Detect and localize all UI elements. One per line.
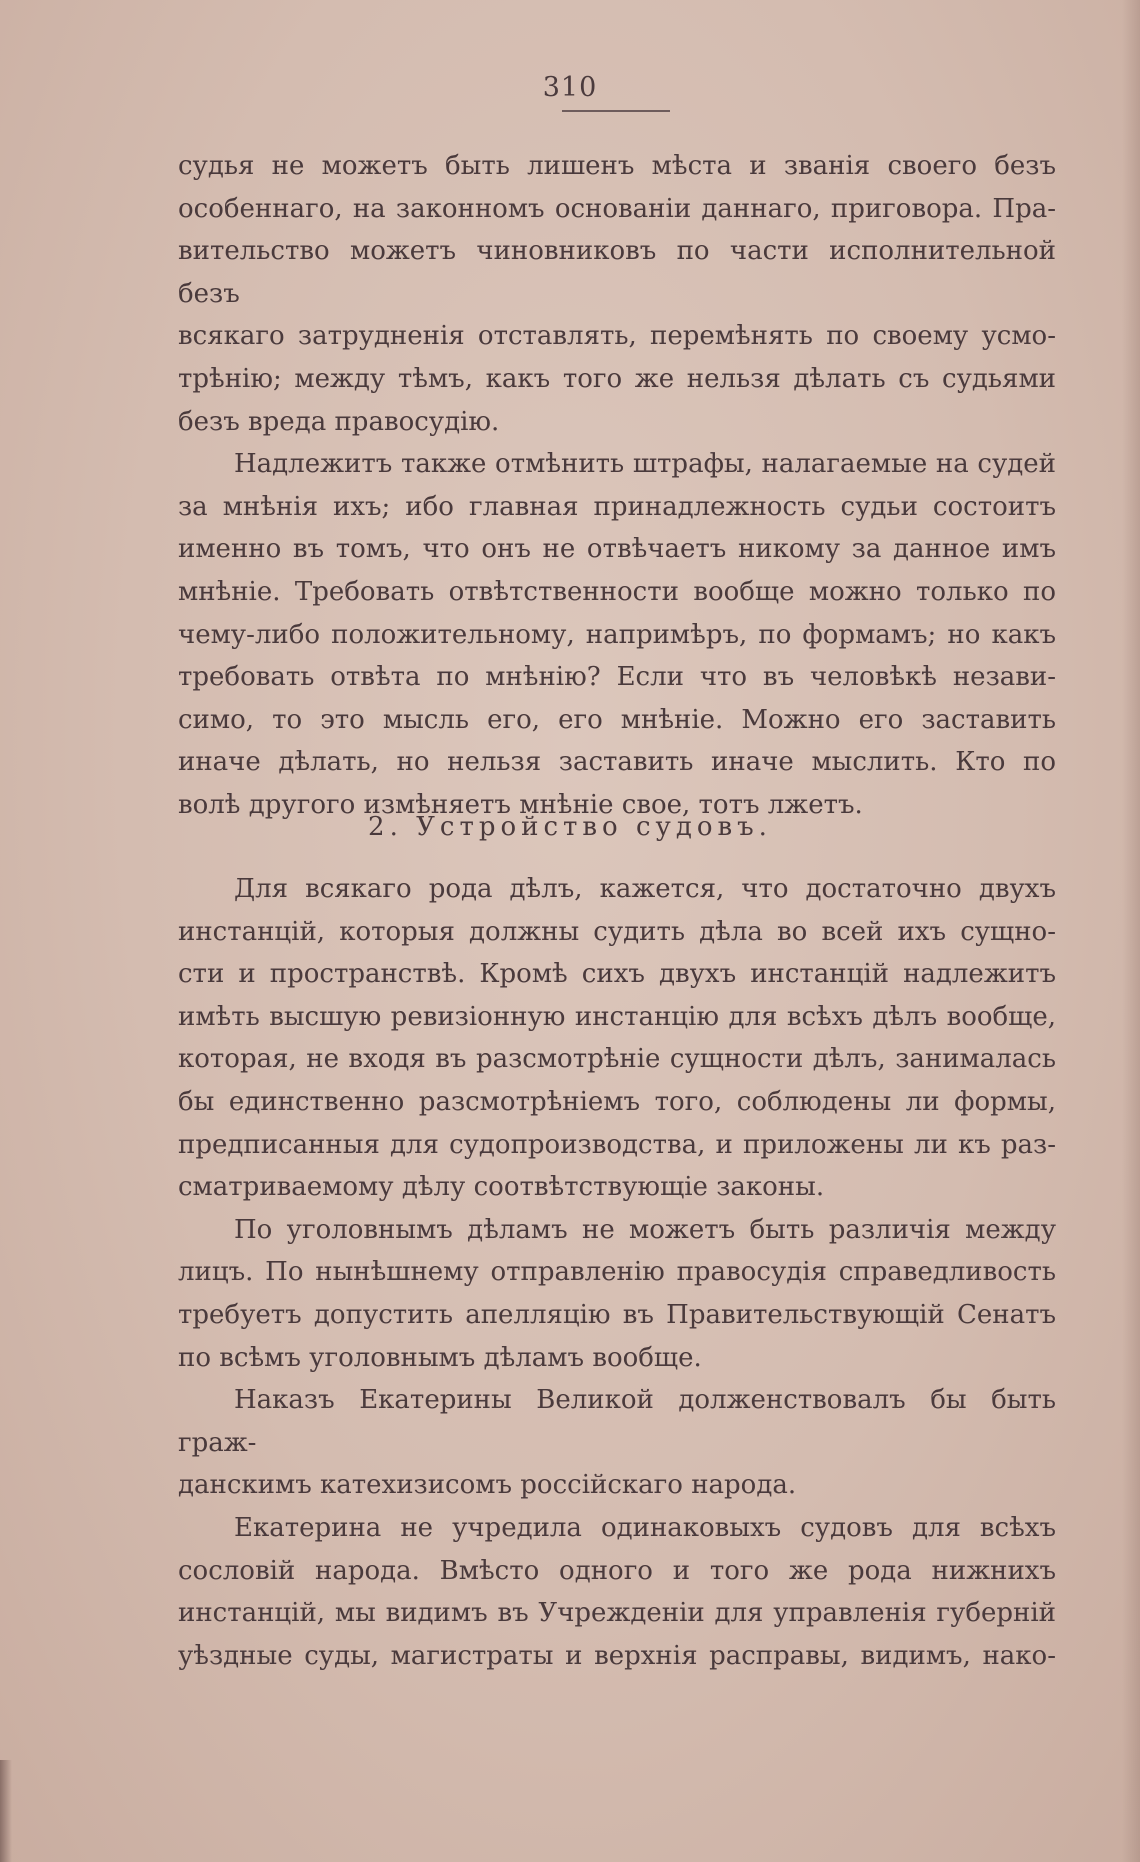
text-block-top <box>178 145 1056 827</box>
text-line: всякаго затрудненія отставлять, перемѣнять по своему усмо- <box>178 321 1056 352</box>
text-line: сматриваемому дѣлу соотвѣтствующіе законы. <box>178 1172 825 1203</box>
text-line: которая, не входя въ разсмотрѣніе сущности дѣлъ, занималась <box>178 1044 1056 1075</box>
text-line: инстанцій, которыя должны судить дѣла во всей ихъ сущно- <box>178 916 1056 947</box>
text-line: трѣнію; между тѣмъ, какъ того же нельзя дѣлать съ судьями <box>178 363 1056 394</box>
text-line: инстанцій, мы видимъ въ Учрежденіи для управленія губерній <box>178 1598 1056 1629</box>
text-line: безъ вреда правосудію. <box>178 406 500 437</box>
page-edge-shade <box>1122 0 1140 1862</box>
text-line: Надлежитъ также отмѣнить штрафы, налагаемые на судей <box>234 449 1056 480</box>
text-line: симо, то это мысль его, его мнѣніе. Можно его заставить <box>178 704 1056 735</box>
page-edge-shadow <box>0 1760 12 1862</box>
text-line: Для всякаго рода дѣлъ, кажется, что достаточно двухъ <box>234 874 1056 904</box>
text-line: по всѣмъ уголовнымъ дѣламъ вообще. <box>178 1342 702 1373</box>
text-line: предписанныя для судопроизводства, и приложены ли къ раз- <box>178 1129 1056 1160</box>
text-line: лицъ. По нынѣшнему отправленію правосудія справедливость <box>178 1257 1056 1288</box>
text-block-bottom <box>178 868 1056 1677</box>
text-line: именно въ томъ, что онъ не отвѣчаетъ никому за данное имъ <box>178 534 1056 565</box>
section-heading: 2. Устройство судовъ. <box>368 812 772 842</box>
text-line: Наказъ Екатерины Великой долженствовалъ бы быть граж- <box>178 1385 1056 1458</box>
text-line: сти и пространствѣ. Кромѣ сихъ двухъ инстанцій надлежитъ <box>178 959 1056 990</box>
text-line: Екатерина не учредила одинаковыхъ судовъ для всѣхъ <box>234 1512 1056 1543</box>
text-line: данскимъ катехизисомъ россійскаго народа. <box>178 1470 797 1501</box>
text-line: уѣздные суды, магистраты и верхнія расправы, видимъ, нако- <box>178 1640 1056 1671</box>
text-line: чему-либо положительному, напримѣръ, по формамъ; но какъ <box>178 619 1056 650</box>
page-number: 310 <box>542 72 598 103</box>
text-line: судья не можетъ быть лишенъ мѣста и званія своего безъ <box>178 151 1056 181</box>
text-line: мнѣніе. Требовать отвѣтственности вообще можно только по <box>178 576 1056 607</box>
text-line: По уголовнымъ дѣламъ не можетъ быть различія между <box>234 1214 1056 1245</box>
text-line: требуетъ допустить апелляцію въ Правительствующій Сенатъ <box>178 1299 1056 1330</box>
page-number-rule <box>562 110 670 112</box>
text-line: имѣть высшую ревизіонную инстанцію для всѣхъ дѣлъ вообще, <box>178 1001 1056 1032</box>
text-line: иначе дѣлать, но нельзя заставить иначе мыслить. Кто по <box>178 747 1056 778</box>
text-line: сословій народа. Вмѣсто одного и того же рода нижнихъ <box>178 1555 1056 1586</box>
text-line: за мнѣнія ихъ; ибо главная принадлежность судьи состоитъ <box>178 491 1056 522</box>
text-line: бы единственно разсмотрѣніемъ того, соблюдены ли формы, <box>178 1086 1056 1117</box>
text-line: вительство можетъ чиновниковъ по части исполнительной безъ <box>178 236 1056 309</box>
text-line: требовать отвѣта по мнѣнію? Если что въ человѣкѣ незави- <box>178 662 1056 693</box>
text-line: особеннаго, на законномъ основаніи даннаго, приговора. Пра- <box>178 193 1056 224</box>
text-line: волѣ другого измѣняетъ мнѣніе свое, тотъ лжетъ. <box>178 789 863 820</box>
